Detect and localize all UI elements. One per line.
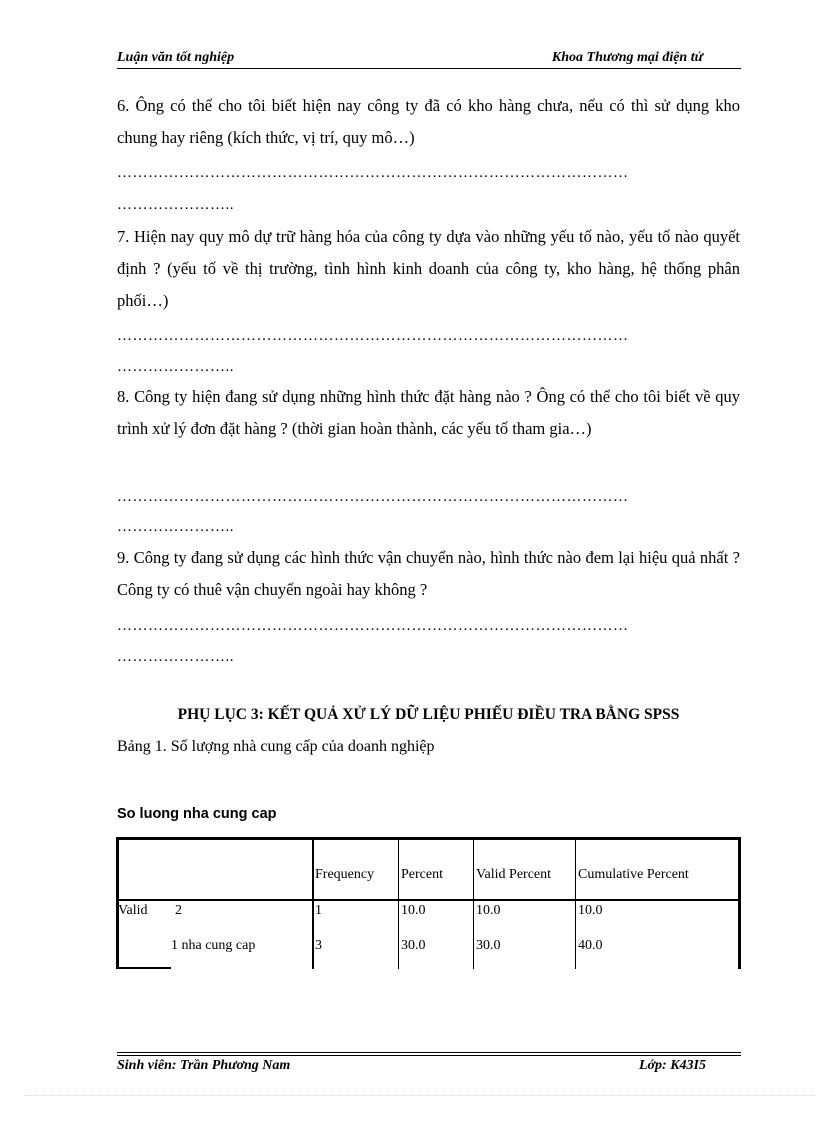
column-line-cumulative (575, 837, 576, 969)
header-separator (116, 899, 741, 901)
row-2-valid-percent: 30.0 (476, 938, 501, 953)
question-8-answer-line-1: ……………………………………………………………………………………… (117, 489, 629, 505)
question-7-answer-line-2: ………………….. (117, 359, 234, 375)
row-1-frequency: 1 (315, 903, 322, 918)
question-6-answer-line-1: ……………………………………………………………………………………… (117, 165, 629, 181)
header-frequency: Frequency (315, 867, 375, 882)
table-right-border (738, 837, 741, 969)
table-subtitle: Bảng 1. Số lượng nhà cung cấp của doanh nghiệp (117, 738, 435, 755)
row-2-percent: 30.0 (401, 938, 426, 953)
row-1-label: 2 (175, 903, 182, 918)
table-top-border (116, 837, 741, 840)
row-2-label: 1 nha cung cap (171, 938, 256, 953)
table-caption: So luong nha cung cap (117, 806, 277, 822)
page-bottom-dotted-rule (24, 1095, 816, 1096)
row-2-cumulative-percent: 40.0 (578, 938, 603, 953)
row-2-frequency: 3 (315, 938, 322, 953)
row-1-valid-percent: 10.0 (476, 903, 501, 918)
column-line-frequency (312, 837, 314, 969)
question-9-answer-line-2: ………………….. (117, 649, 234, 665)
header-cumulative-percent: Cumulative Percent (578, 867, 689, 882)
question-6-text: 6. Ông có thể cho tôi biết hiện nay công ty đã có kho hàng chưa, nếu có thì sử dụng kho chung hay riêng (kích thức, vị trí, quy mô…) (117, 96, 740, 147)
column-line-percent (398, 837, 399, 969)
question-7-text: 7. Hiện nay quy mô dự trữ hàng hóa của công ty dựa vào những yếu tố nào, yếu tố nào quyết định ? (yếu tố về thị trường, tình hình kinh doanh của công ty, kho hàng, hệ thống phân phối…) (117, 227, 740, 310)
footer-rule-2 (117, 1055, 741, 1056)
row-1-cumulative-percent: 10.0 (578, 903, 603, 918)
header-faculty-label: Khoa Thương mại điện tử (551, 50, 703, 65)
question-9-answer-line-1: ……………………………………………………………………………………… (117, 618, 629, 634)
row-group-label: Valid (118, 903, 148, 918)
row-1-percent: 10.0 (401, 903, 426, 918)
header-thesis-label: Luận văn tốt nghiệp (117, 50, 235, 65)
header-valid-percent: Valid Percent (476, 867, 552, 882)
frequency-table (116, 837, 741, 969)
table-bottom-stub (116, 967, 171, 969)
header-percent: Percent (401, 867, 443, 882)
footer-student-name: Sinh viên: Trần Phương Nam (117, 1058, 291, 1073)
header-rule (117, 68, 741, 69)
footer-rule-1 (117, 1052, 741, 1053)
question-6-answer-line-2: ………………….. (117, 197, 234, 213)
appendix-title: PHỤ LỤC 3: KẾT QUẢ XỬ LÝ DỮ LIỆU PHIẾU ĐIỀU TRA BẰNG SPSS (177, 706, 680, 723)
column-line-valid-percent (473, 837, 474, 969)
question-7-answer-line-1: ……………………………………………………………………………………… (117, 328, 629, 344)
question-9-text: 9. Công ty đang sử dụng các hình thức vận chuyển nào, hình thức nào đem lại hiệu quả nhất ? Công ty có thuê vận chuyển ngoài hay không ? (117, 548, 740, 599)
question-8-answer-line-2: ………………….. (117, 519, 234, 535)
question-8-text: 8. Công ty hiện đang sử dụng những hình thức đặt hàng nào ? Ông có thể cho tôi biết về quy trình xử lý đơn đặt hàng ? (thời gian hoàn thành, các yếu tố tham gia…) (117, 387, 740, 438)
footer-class: Lớp: K43I5 (638, 1058, 706, 1073)
